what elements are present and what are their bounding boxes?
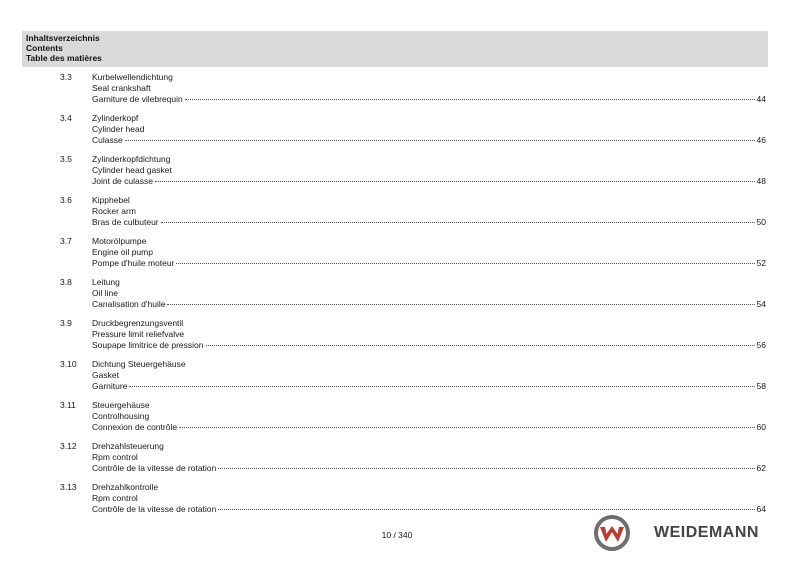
weidemann-w-logo-icon xyxy=(592,515,632,551)
toc-entry[interactable] xyxy=(0,359,794,399)
entry-title-de: Motorölpumpe xyxy=(92,236,147,246)
dot-leader xyxy=(167,304,754,305)
entry-title-en: Rpm control xyxy=(92,452,138,462)
entry-title-en: Oil line xyxy=(92,288,118,298)
entry-title-en: Cylinder head gasket xyxy=(92,165,172,175)
entry-page-number[interactable]: 62 xyxy=(756,463,766,473)
toc-entry[interactable] xyxy=(0,113,794,153)
entry-number: 3.10 xyxy=(60,359,77,369)
dot-leader xyxy=(155,181,755,182)
entry-title-fr-line xyxy=(92,340,766,351)
entry-title-en: Engine oil pump xyxy=(92,247,153,257)
entry-number: 3.4 xyxy=(60,113,72,123)
entry-title-en: Cylinder head xyxy=(92,124,145,134)
entry-title-fr: Canalisation d'huile xyxy=(92,299,166,309)
entry-title-de: Zylinderkopf xyxy=(92,113,139,123)
entry-page-number[interactable]: 46 xyxy=(756,135,766,145)
entry-title-fr-line xyxy=(92,463,766,474)
toc-entry[interactable] xyxy=(0,236,794,276)
entry-page-number[interactable]: 44 xyxy=(756,94,766,104)
entry-title-fr-line xyxy=(92,217,766,228)
entry-title-en: Rocker arm xyxy=(92,206,136,216)
dot-leader xyxy=(129,386,754,387)
header-title-fr: Table des matières xyxy=(26,53,102,63)
entry-title-fr-line xyxy=(92,94,766,105)
entry-page-number[interactable]: 48 xyxy=(756,176,766,186)
entry-number: 3.6 xyxy=(60,195,72,205)
entry-title-de: Leitung xyxy=(92,277,120,287)
toc-entry[interactable] xyxy=(0,318,794,358)
toc-entry[interactable] xyxy=(0,195,794,235)
toc-entry[interactable] xyxy=(0,154,794,194)
dot-leader xyxy=(161,222,755,223)
entry-title-de: Zylinderkopfdichtung xyxy=(92,154,171,164)
toc-entry[interactable] xyxy=(0,277,794,317)
entry-title-en: Seal crankshaft xyxy=(92,83,151,93)
toc-entry[interactable] xyxy=(0,72,794,112)
dot-leader xyxy=(176,263,754,264)
entry-title-fr-line xyxy=(92,258,766,269)
entry-page-number[interactable]: 54 xyxy=(756,299,766,309)
entry-title-de: Steuergehäuse xyxy=(92,400,150,410)
entry-title-fr-line xyxy=(92,176,766,187)
brand-logo xyxy=(592,515,772,551)
dot-leader xyxy=(179,427,754,428)
entry-title-fr-line xyxy=(92,422,766,433)
entry-title-fr-line xyxy=(92,504,766,515)
entry-number: 3.3 xyxy=(60,72,72,82)
toc-entry[interactable] xyxy=(0,400,794,440)
entry-page-number[interactable]: 50 xyxy=(756,217,766,227)
entry-title-fr: Culasse xyxy=(92,135,123,145)
entry-number: 3.9 xyxy=(60,318,72,328)
entry-number: 3.12 xyxy=(60,441,77,451)
entry-title-fr: Bras de culbuteur xyxy=(92,217,159,227)
entry-number: 3.5 xyxy=(60,154,72,164)
dot-leader xyxy=(206,345,755,346)
dot-leader xyxy=(218,468,754,469)
entry-title-fr: Contrôle de la vitesse de rotation xyxy=(92,504,217,514)
entry-title-de: Drehzahlsteuerung xyxy=(92,441,164,451)
entry-title-fr: Garniture xyxy=(92,381,128,391)
entry-title-fr-line xyxy=(92,135,766,146)
entry-title-fr: Soupape limitrice de pression xyxy=(92,340,204,350)
entry-page-number[interactable]: 52 xyxy=(756,258,766,268)
toc-entry[interactable] xyxy=(0,441,794,481)
entry-title-en: Gasket xyxy=(92,370,119,380)
entry-title-fr: Connexion de contrôle xyxy=(92,422,178,432)
header-title-en: Contents xyxy=(26,43,63,53)
entry-title-de: Drehzahlkontrolle xyxy=(92,482,159,492)
entry-title-fr: Garniture de vilebrequin xyxy=(92,94,183,104)
dot-leader xyxy=(218,509,754,510)
entry-title-en: Controlhousing xyxy=(92,411,150,421)
entry-page-number[interactable]: 64 xyxy=(756,504,766,514)
entry-title-fr-line xyxy=(92,299,766,310)
entry-page-number[interactable]: 56 xyxy=(756,340,766,350)
brand-name: WEIDEMANN xyxy=(654,524,759,541)
entry-title-fr: Pompe d'huile moteur xyxy=(92,258,175,268)
entry-title-en: Pressure limit reliefvalve xyxy=(92,329,185,339)
entry-number: 3.11 xyxy=(60,400,76,410)
entry-title-de: Dichtung Steuergehäuse xyxy=(92,359,186,369)
entry-title-en: Rpm control xyxy=(92,493,138,503)
dot-leader xyxy=(185,99,755,100)
entry-page-number[interactable]: 58 xyxy=(756,381,766,391)
toc-header xyxy=(22,31,768,67)
entry-page-number[interactable]: 60 xyxy=(756,422,766,432)
entry-title-fr: Contrôle de la vitesse de rotation xyxy=(92,463,217,473)
entry-title-fr: Joint de culasse xyxy=(92,176,153,186)
entry-title-de: Kipphebel xyxy=(92,195,130,205)
entry-title-de: Druckbegrenzungsventil xyxy=(92,318,184,328)
entry-title-de: Kurbelwellendichtung xyxy=(92,72,173,82)
entry-title-fr-line xyxy=(92,381,766,392)
page-indicator: 10 / 340 xyxy=(381,530,413,540)
dot-leader xyxy=(125,140,755,141)
header-title-de: Inhaltsverzeichnis xyxy=(26,33,100,43)
entry-number: 3.7 xyxy=(60,236,72,246)
entry-number: 3.8 xyxy=(60,277,72,287)
entry-number: 3.13 xyxy=(60,482,77,492)
